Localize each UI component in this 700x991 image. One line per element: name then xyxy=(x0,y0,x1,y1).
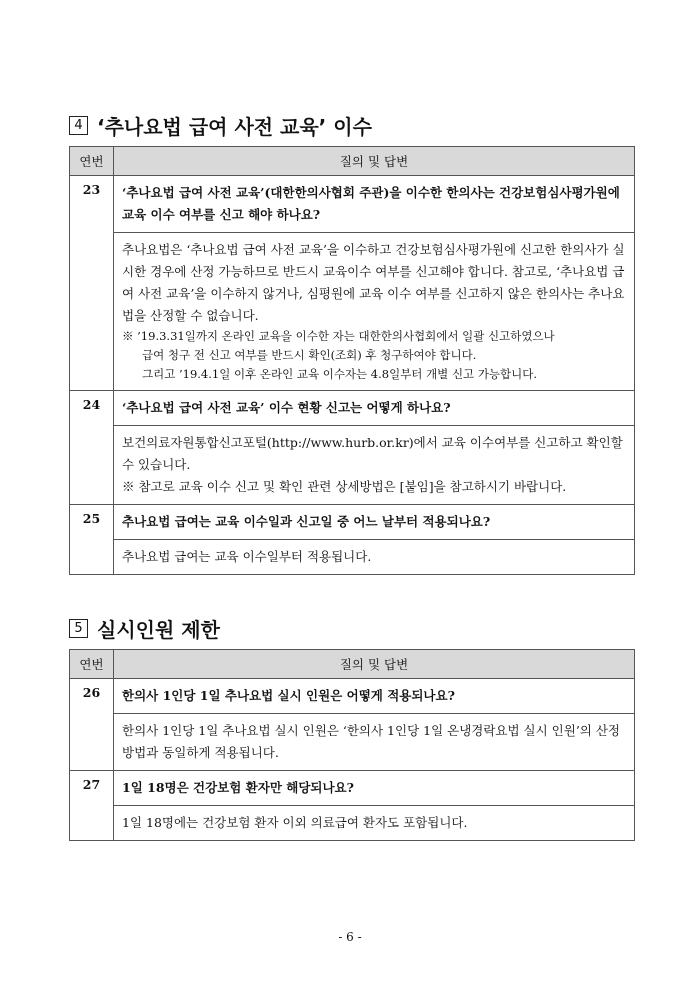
section-4-number: 4 xyxy=(69,116,88,135)
section-4-table-wrap xyxy=(69,146,635,575)
section-4-title xyxy=(69,111,635,139)
qa-table-4 xyxy=(69,146,635,575)
answer-row-26 xyxy=(70,714,635,771)
qa-table-5 xyxy=(69,649,635,841)
page-number: - 6 - xyxy=(338,930,362,944)
note-line: ※ 참고로 교육 이수 신고 및 확인 관련 상세방법은 [붙임]을 참고하시기 바랍니다. xyxy=(122,479,567,494)
question-row-26 xyxy=(70,679,635,714)
question-text: 한의사 1인당 1일 추나요법 실시 인원은 어떻게 적용되나요? xyxy=(114,679,635,714)
answer-row-23 xyxy=(70,233,635,391)
answer-text: 추나요법은 ‘추나요법 급여 사전 교육’을 이수하고 건강보험심사평가원에 신고한 한의사가 실시한 경우에 산정 가능하므로 반드시 교육이수 여부를 신고해야 합니다. 참고로, ‘추나요법 급여 사전 교육’을 이수하지 않거나, 심평원에 교육 이수 여부를 신고하지 않은 한의사는 추나요법을 산정할 수 없습니다. xyxy=(122,242,625,323)
section-5-heading: 실시인원 제한 xyxy=(97,617,220,642)
question-row-23 xyxy=(70,176,635,233)
answer-cell xyxy=(114,426,635,505)
question-text: ‘추나요법 급여 사전 교육’(대한한의사협회 주관)을 이수한 한의사는 건강보험심사평가원에 교육 이수 여부를 신고 해야 하나요? xyxy=(114,176,635,233)
question-text: 추나요법 급여는 교육 이수일과 신고일 중 어느 날부터 적용되나요? xyxy=(114,505,635,540)
row-number: 26 xyxy=(70,679,114,771)
answer-text: 1일 18명에는 건강보험 환자 이외 의료급여 환자도 포함됩니다. xyxy=(114,806,635,841)
question-text: 1일 18명은 건강보험 환자만 해당되나요? xyxy=(114,771,635,806)
question-row-25 xyxy=(70,505,635,540)
section-4 xyxy=(69,111,635,139)
section-5-number: 5 xyxy=(69,619,88,638)
section-5-title xyxy=(69,614,635,642)
note-line: ※ ’19.3.31일까지 온라인 교육을 이수한 자는 대한한의사협회에서 일괄 신고하였으나 xyxy=(122,329,555,343)
question-row-27 xyxy=(70,771,635,806)
note-line: 그리고 ’19.4.1일 이후 온라인 교육 이수자는 4.8일부터 개별 신고 가능합니다. xyxy=(142,367,538,381)
answer-row-24 xyxy=(70,426,635,505)
answer-cell xyxy=(114,233,635,391)
answer-text: 한의사 1인당 1일 추나요법 실시 인원은 ‘한의사 1인당 1일 온냉경락요법 실시 인원’의 산정방법과 동일하게 적용됩니다. xyxy=(114,714,635,771)
section-4-heading: ‘추나요법 급여 사전 교육’ 이수 xyxy=(97,114,372,139)
answer-text: 추나요법 급여는 교육 이수일부터 적용됩니다. xyxy=(114,540,635,575)
section-5-table-wrap xyxy=(69,649,635,841)
row-number: 27 xyxy=(70,771,114,841)
row-number: 25 xyxy=(70,505,114,575)
header-qa: 질의 및 답변 xyxy=(114,650,635,679)
answer-row-27 xyxy=(70,806,635,841)
header-qa: 질의 및 답변 xyxy=(114,147,635,176)
answer-text: 보건의료자원통합신고포털(http://www.hurb.or.kr)에서 교육 이수여부를 신고하고 확인할 수 있습니다. xyxy=(122,435,623,472)
answer-row-25 xyxy=(70,540,635,575)
question-row-24 xyxy=(70,391,635,426)
row-number: 24 xyxy=(70,391,114,505)
question-text: ‘추나요법 급여 사전 교육’ 이수 현황 신고는 어떻게 하나요? xyxy=(114,391,635,426)
header-num: 연번 xyxy=(70,147,114,176)
section-5 xyxy=(69,614,635,642)
table-header-row xyxy=(70,650,635,679)
row-number: 23 xyxy=(70,176,114,391)
header-num: 연번 xyxy=(70,650,114,679)
note-line: 급여 청구 전 신고 여부를 반드시 확인(조회) 후 청구하여야 합니다. xyxy=(142,348,477,362)
table-header-row xyxy=(70,147,635,176)
